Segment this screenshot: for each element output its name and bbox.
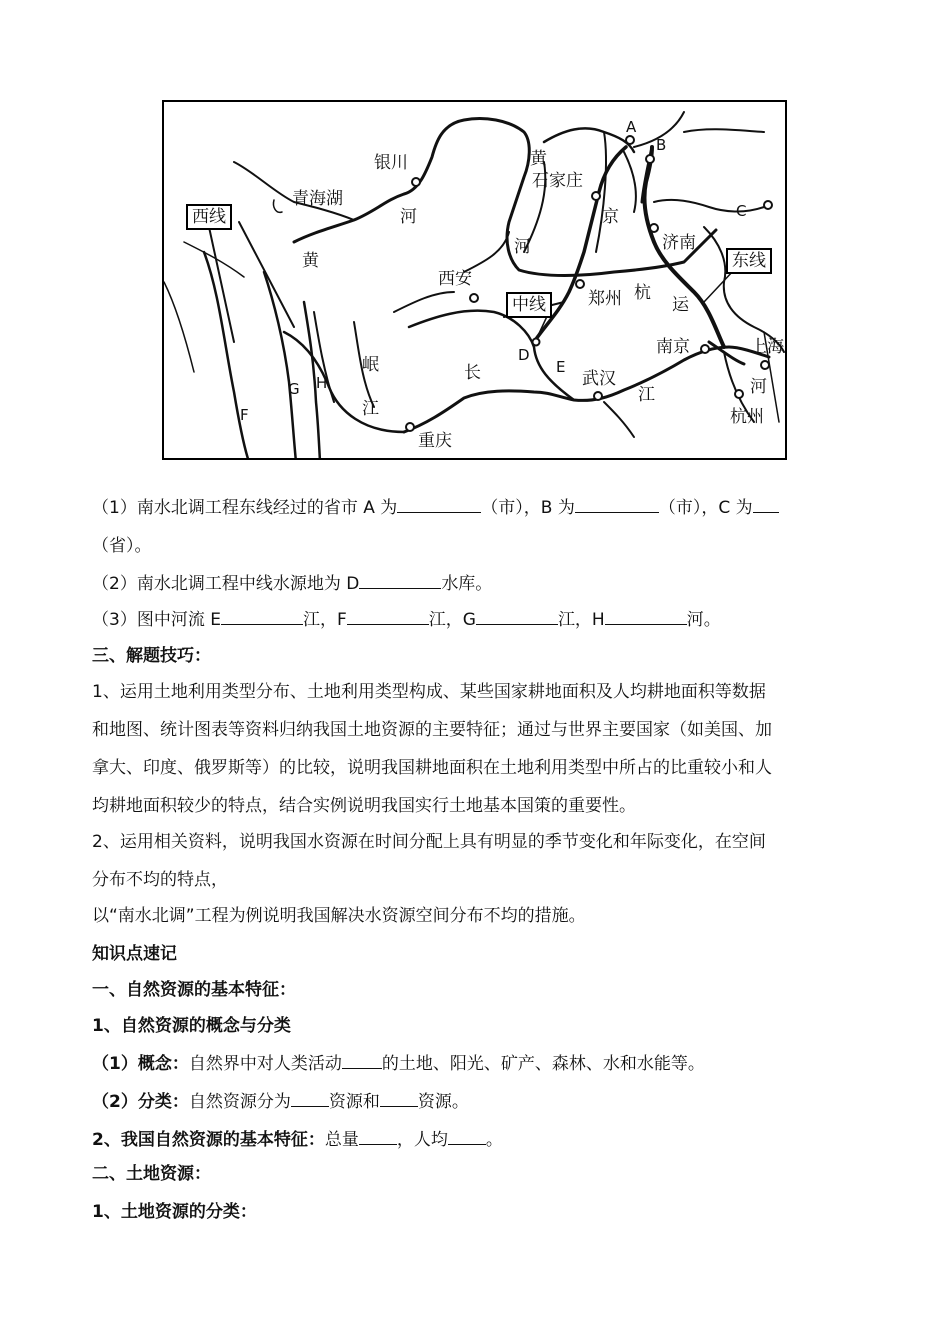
question-3 [92,608,721,630]
basic-features-label: 2、我国自然资源的基本特征： [92,1130,325,1150]
city-dot-hangzhou [735,390,743,398]
city-dot-b [646,155,654,163]
label-hang: 杭 [634,283,651,303]
q1-blank-b[interactable] [575,496,659,513]
question-2 [92,572,492,594]
west-route-box: 西线 [186,204,232,230]
city-dot-wuhan [594,392,602,400]
city-dot-zhengzhou [576,280,584,288]
south-north-water-diversion-map [162,100,787,460]
east-route-box: 东线 [726,248,772,274]
tips-heading: 三、解题技巧： [92,646,211,666]
basic-features-line [92,1128,503,1150]
city-dot-c [764,201,772,209]
city-dot-xian [470,294,478,302]
label-jinan: 济南 [662,233,696,253]
classification-text-b: 资源和 [328,1092,380,1112]
label-he-canal: 河 [750,377,767,397]
concept-line [92,1052,705,1074]
label-hangzhou: 杭州 [730,407,764,427]
label-jing: 京 [602,207,619,227]
section-1-1-heading: 1、自然资源的概念与分类 [92,1016,291,1036]
label-he-north: 河 [400,207,417,227]
tips-p1-line1: 1、运用土地利用类型分布、土地利用类型构成、某些国家耕地面积及人均耕地面积等数据 [92,682,766,702]
q2-blank[interactable] [359,572,441,589]
classification-line [92,1090,469,1112]
question-1 [92,496,779,518]
q3-text-e: 河。 [686,610,721,630]
label-river-f: F [240,406,249,424]
city-dot-chongqing [406,423,414,431]
classification-label: （2）分类： [92,1092,189,1112]
q2-text-a: （2）南水北调工程中线水源地为 D [92,574,360,594]
basic-features-text-a: 总量 [324,1130,359,1150]
section-2-heading: 二、土地资源： [92,1164,211,1184]
concept-text-b: 的土地、阳光、矿产、森林、水和水能等。 [381,1054,705,1074]
label-min: 岷 [362,355,379,375]
classification-blank-a[interactable] [291,1090,329,1107]
label-qinghai-lake: 青海湖 [292,189,343,209]
label-chongqing: 重庆 [418,431,452,451]
tips-p1-line3: 拿大、印度、俄罗斯等）的比较，说明我国耕地面积在土地利用类型中所占的比重较小和人 [92,758,772,778]
notes-title: 知识点速记 [92,944,177,964]
label-river-h: H [316,374,328,392]
city-dot-d [533,339,540,346]
q1-text-a: （1）南水北调工程东线经过的省市 A 为 [92,498,398,518]
section-2-1-heading: 1、土地资源的分类： [92,1202,257,1222]
tips-p2-line1: 2、运用相关资料，说明我国水资源在时间分配上具有明显的季节变化和年际变化，在空间 [92,832,766,852]
q3-blank-f[interactable] [347,608,429,625]
label-point-c: C [736,202,747,220]
label-shijiazhuang: 石家庄 [532,171,583,191]
label-zhengzhou: 郑州 [588,289,622,309]
city-dot-a [626,136,634,144]
tips-p2-line2: 分布不均的特点， [92,870,228,890]
q3-text-c: 江，G [428,610,476,630]
label-point-e: E [556,358,566,376]
city-dot-yinchuan [412,178,420,186]
tips-p1-line4: 均耕地面积较少的特点，结合实例说明我国实行土地基本国策的重要性。 [92,796,636,816]
concept-text-a: 自然界中对人类活动 [188,1054,342,1074]
city-dot-shijiazhuang [592,192,600,200]
yangtze-river [404,347,769,432]
river-f [204,252,249,460]
q1-text-b: （市），B 为 [481,498,575,518]
label-river-g: G [288,380,300,398]
classification-text-a: 自然资源分为 [188,1092,291,1112]
classification-blank-b[interactable] [380,1090,418,1107]
label-jiang-east: 江 [638,385,655,405]
q1-blank-c[interactable] [753,496,779,513]
label-nanjing: 南京 [656,337,690,357]
label-point-d: D [518,346,530,364]
label-huang-north: 黄 [530,149,547,169]
yellow-river [294,119,716,276]
city-dot-nanjing [701,345,709,353]
q3-blank-g[interactable] [476,608,558,625]
basic-features-text-b: ，人均 [396,1130,448,1150]
label-wuhan: 武汉 [582,369,616,389]
label-chang: 长 [464,363,481,383]
per-capita-blank[interactable] [448,1128,486,1145]
q1-blank-a[interactable] [397,496,481,513]
tips-p1-line2: 和地图、统计图表等资料归纳我国土地资源的主要特征；通过与世界主要国家（如美国、加 [92,720,772,740]
total-blank[interactable] [359,1128,397,1145]
q2-text-b: 水库。 [441,574,493,594]
label-huang-west: 黄 [302,251,319,271]
label-yun: 运 [672,295,689,315]
q3-text-a: （3）图中河流 E [92,610,221,630]
label-he-east: 河 [514,237,531,257]
city-dot-jinan [650,224,658,232]
city-dot-shanghai [761,361,769,369]
classification-text-c: 资源。 [417,1092,469,1112]
basic-features-text-c: 。 [485,1130,503,1150]
concept-blank[interactable] [342,1052,382,1069]
label-xian: 西安 [438,269,472,289]
label-shanghai: 上海 [750,337,784,357]
label-jiang-min: 江 [362,399,379,419]
q3-text-d: 江，H [557,610,605,630]
label-point-a: A [626,118,637,136]
label-point-b: B [656,136,667,154]
map-drawing [164,102,787,460]
q1-text-c: （市），C 为 [658,498,753,518]
q3-blank-h[interactable] [605,608,687,625]
label-yinchuan: 银川 [374,153,408,173]
middle-route-box: 中线 [506,292,552,318]
section-1-heading: 一、自然资源的基本特征： [92,980,296,1000]
tips-p2-line3: 以“南水北调”工程为例说明我国解决水资源空间分布不均的措施。 [92,906,586,926]
concept-label: （1）概念： [92,1054,189,1074]
q3-blank-e[interactable] [221,608,303,625]
question-1-cont: （省）。 [92,536,152,556]
q3-text-b: 江，F [302,610,347,630]
